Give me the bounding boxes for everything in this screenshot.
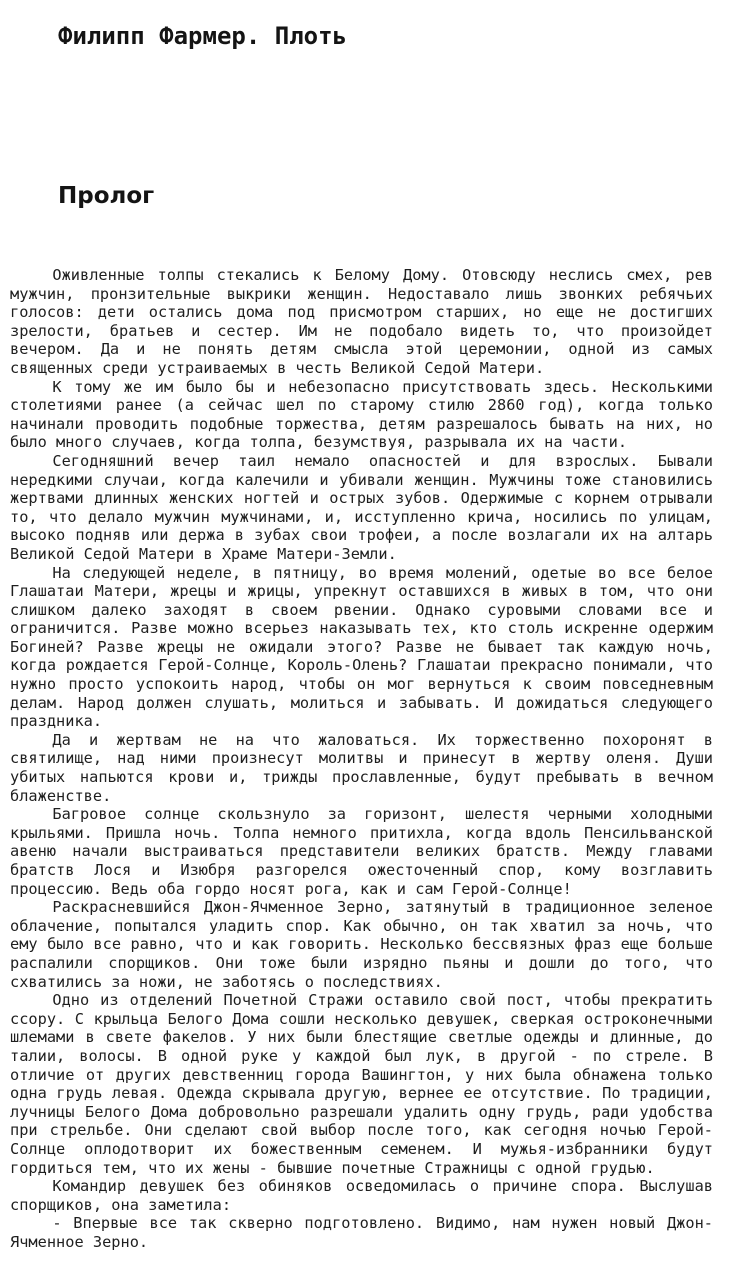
chapter-text [10, 266, 713, 1251]
paragraph: Оживленные толпы стекались к Белому Дому. Отовсюду неслись смех, рев мужчин, пронзительные выкрики женщин. Недоставало лишь звонких ребячьих голосов: дети остались дома под присмотром старших, но еще не достигших зрелости, братьев и сестер. Им не подобало видеть то, что произойдет вечером. Да и не понять детям смысла этой церемонии, одной из самых священных среди устраиваемых в честь Великой Седой Матери. [10, 266, 713, 377]
chapter-title: Пролог [58, 183, 155, 209]
paragraph: На следующей неделе, в пятницу, во время молений, одетые во все белое Глашатаи Матери, жрецы и жрицы, упрекнут оставшихся в живых в том, что они слишком далеко заходят в своем рвении. Однако суровыми словами все и ограничится. Разве можно всерьез наказывать тех, кто столь искренне одержим Богиней? Разве жрецы не ожидали этого? Разве не бывает так каждую ночь, когда рождается Герой-Солнце, Король-Олень? Глашатаи прекрасно понимали, что нужно просто успокоить народ, чтобы он мог вернуться к своим повседневным делам. Народ должен слушать, молиться и забывать. И дожидаться следующего праздника. [10, 563, 713, 731]
paragraph: Да и жертвам не на что жаловаться. Их торжественно похоронят в святилище, над ними произнесут молитвы и принесут в жертву оленя. Души убитых напьются крови и, трижды прославленные, будут пребывать в вечном блаженстве. [10, 730, 713, 805]
paragraph: Командир девушек без обиняков осведомилась о причине спора. Выслушав спорщиков, она заметила: [10, 1177, 713, 1214]
paragraph: Багровое солнце скользнуло за горизонт, шелестя черными холодными крыльями. Пришла ночь. Толпа немного притихла, когда вдоль Пенсильванской авеню начали выстраиваться представители великих братств. Между главами братств Лося и Изюбря разгорелся ожесточенный спор, кому возглавить процессию. Ведь оба гордо носят рога, как и сам Герой-Солнце! [10, 805, 713, 898]
book-title: Филипп Фармер. Плоть [58, 22, 347, 50]
paragraph: Раскрасневшийся Джон-Ячменное Зерно, затянутый в традиционное зеленое облачение, попытался уладить спор. Как обычно, он так хватил за ночь, что ему было все равно, что и как говорить. Несколько бессвязных фраз еще больше распалили спорщиков. Они тоже были изрядно пьяны и дошли до того, что схватились за ножи, не заботясь о последствиях. [10, 898, 713, 991]
paragraph: К тому же им было бы и небезопасно присутствовать здесь. Несколькими столетиями ранее (а сейчас шел по старому стилю 2860 год), когда только начинали проводить подобные торжества, детям разрешалось бывать на них, но было много случаев, когда толпа, безумствуя, разрывала их на части. [10, 377, 713, 452]
paragraph: - Впервые все так скверно подготовлено. Видимо, нам нужен новый Джон-Ячменное Зерно. [10, 1214, 713, 1251]
paragraph: Сегодняшний вечер таил немало опасностей и для взрослых. Бывали нередкими случаи, когда калечили и убивали женщин. Мужчины тоже становились жертвами длинных женских ногтей и острых зубов. Одержимые с корнем отрывали то, что делало мужчин мужчинами, и, исступленно крича, носились по улицам, высоко подняв или держа в зубах свои трофеи, а после возлагали их на алтарь Великой Седой Матери в Храме Матери-Земли. [10, 451, 713, 563]
paragraph: Одно из отделений Почетной Стражи оставило свой пост, чтобы прекратить ссору. С крыльца Белого Дома сошли несколько девушек, сверкая остроконечными шлемами в свете факелов. У них были блестящие светлые одежды и длинные, до талии, волосы. В одной руке у каждой был лук, в другой - по стреле. В отличие от других девственниц города Вашингтон, у них была обнажена только одна грудь левая. Одежда скрывала другую, вернее ее отсутствие. По традиции, лучницы Белого Дома добровольно разрешали удалить одну грудь, ради удобства при стрельбе. Они сделают свой выбор после того, как сегодня ночью Герой-Солнце оплодотворит их божественным семенем. И мужья-избранники будут гордиться тем, что их жены - бывшие почетные Стражницы с одной грудью. [10, 991, 713, 1177]
